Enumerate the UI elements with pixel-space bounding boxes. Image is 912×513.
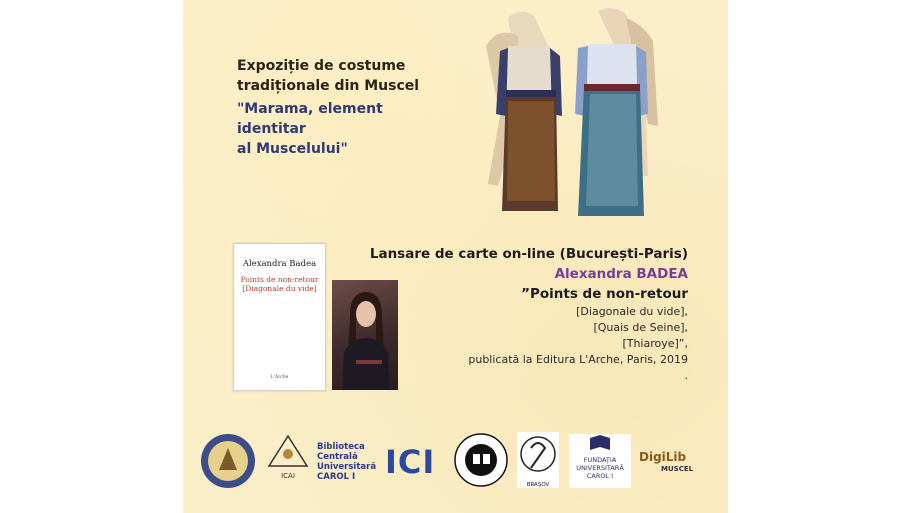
exhibition-title-line2: tradiționale din Muscel xyxy=(237,78,420,94)
book-cover-title-line2: [Diagonale du vide] xyxy=(242,284,317,293)
digilib-logo xyxy=(639,446,719,476)
launch-heading: Lansare de carte on-line (București-Paris) xyxy=(369,246,688,262)
ici-logo xyxy=(385,440,447,484)
digilib-label: DigiLib xyxy=(639,450,687,464)
book-cover-author: Alexandra Badea xyxy=(242,259,317,269)
biblioteca-logo xyxy=(317,442,377,486)
biblioteca-line1: Biblioteca xyxy=(317,442,365,452)
launch-part2: [Quais de Seine], xyxy=(593,321,688,334)
biblioteca-line4: CAROL I xyxy=(317,472,356,482)
ici-label: ICI xyxy=(385,443,436,481)
biblioteca-line2: Centrală xyxy=(317,452,358,462)
museum-seal-logo xyxy=(199,432,257,490)
launch-publication: publicată la Editura L'Arche, Paris, 2019 xyxy=(468,353,688,366)
literature-museum-logo xyxy=(453,432,509,488)
event-poster xyxy=(183,0,728,513)
launch-book-title: ”Points de non-retour xyxy=(521,286,688,302)
exhibition-subtitle-line1: "Marama, element identitar xyxy=(237,101,383,137)
launch-author: Alexandra BADEA xyxy=(554,266,688,282)
book-launch-info xyxy=(370,244,688,384)
exhibition-title-line1: Expoziție de costume xyxy=(237,58,406,74)
launch-trailing-dot: . xyxy=(684,369,688,382)
biblioteca-line3: Universitară xyxy=(317,462,377,472)
icai-logo xyxy=(267,434,309,490)
exhibition-subtitle xyxy=(237,99,447,159)
exhibition-subtitle-line2: al Muscelului" xyxy=(237,141,348,157)
exhibition-title xyxy=(237,56,419,96)
author-photo xyxy=(332,280,398,390)
fundatia-line1: FUNDAȚIA xyxy=(583,456,617,464)
brasov-library-logo xyxy=(517,432,559,488)
brasov-label: BRAȘOV xyxy=(526,482,550,488)
partner-logos xyxy=(183,426,728,498)
book-cover-publisher: L'Arche xyxy=(270,375,289,380)
left-margin xyxy=(0,0,183,513)
book-cover xyxy=(233,243,326,391)
icai-label: ICAI xyxy=(281,472,295,480)
traditional-costumes-image xyxy=(478,6,668,226)
fundatia-line2: UNIVERSITARĂ xyxy=(576,464,624,472)
book-cover-title-line1: Points de non-retour xyxy=(240,275,319,284)
launch-part1: [Diagonale du vide], xyxy=(576,305,688,318)
fundatia-line3: CAROL I xyxy=(586,472,614,480)
launch-part3: [Thiaroye]”, xyxy=(622,337,688,350)
right-margin xyxy=(728,0,912,513)
fundatia-logo xyxy=(569,434,631,488)
digilib-sublabel: MUSCEL xyxy=(661,465,694,473)
